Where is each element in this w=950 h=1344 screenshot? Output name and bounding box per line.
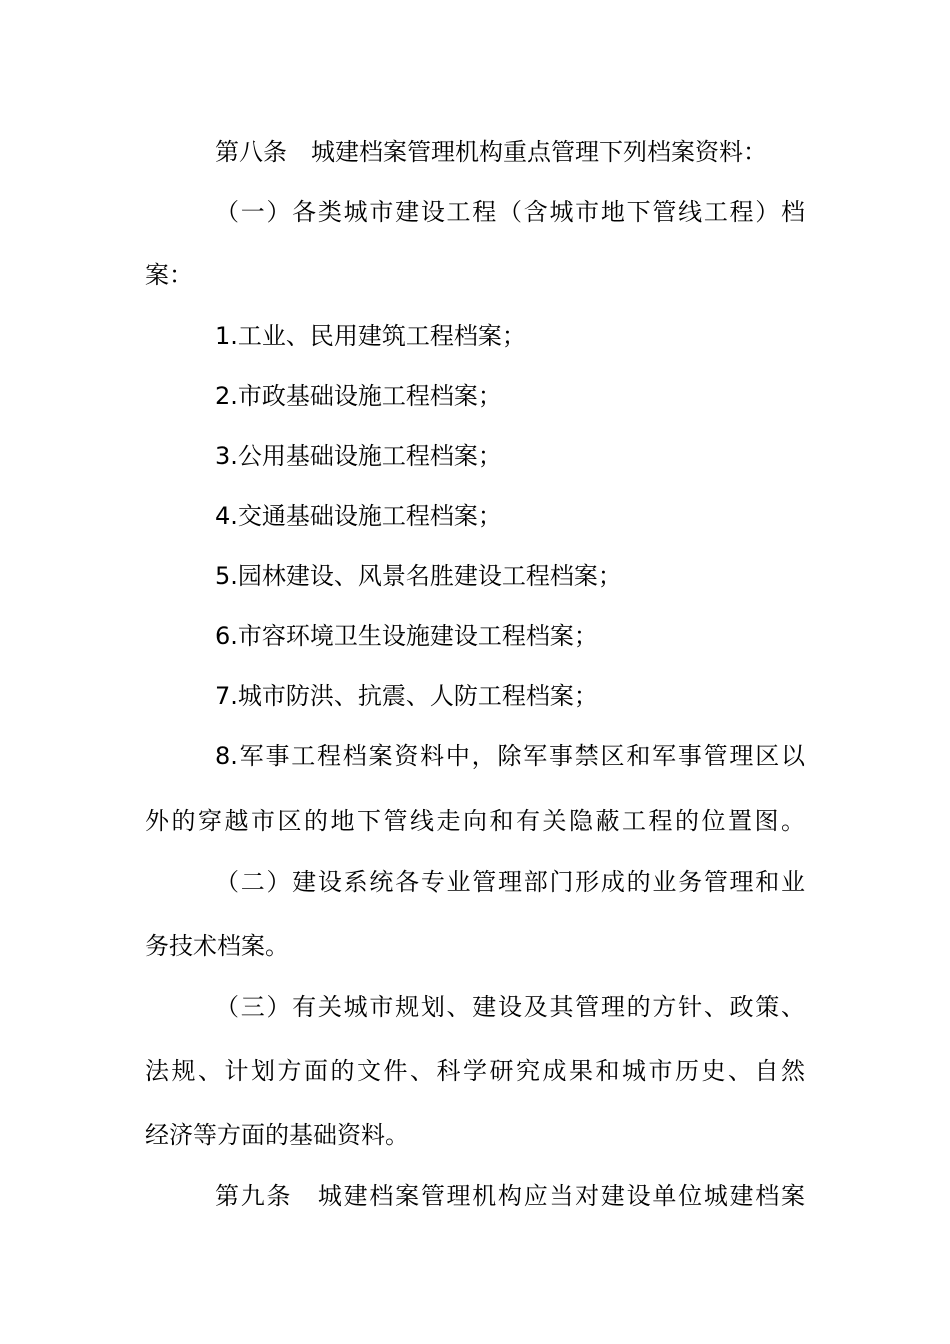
item-3: （三）有关城市规划、建设及其管理的方针、政策、 <box>215 993 805 1021</box>
article-8-heading: 第八条 城建档案管理机构重点管理下列档案资料： <box>215 138 767 166</box>
sub-item-6: 6.市容环境卫生设施建设工程档案； <box>215 622 598 650</box>
item-3-continued-2: 经济等方面的基础资料。 <box>145 1121 409 1149</box>
sub-item-7: 7.城市防洪、抗震、人防工程档案； <box>215 682 598 710</box>
sub-item-8: 8.军事工程档案资料中，除军事禁区和军事管理区以 <box>215 742 805 770</box>
sub-item-8-continued: 外的穿越市区的地下管线走向和有关隐蔽工程的位置图。 <box>145 807 805 835</box>
item-2-continued: 务技术档案。 <box>145 932 289 960</box>
sub-item-4: 4.交通基础设施工程档案； <box>215 502 502 530</box>
sub-item-3: 3.公用基础设施工程档案； <box>215 442 502 470</box>
sub-item-2: 2.市政基础设施工程档案； <box>215 382 502 410</box>
sub-item-1: 1.工业、民用建筑工程档案； <box>215 322 526 350</box>
item-1-intro: （一）各类城市建设工程（含城市地下管线工程）档 <box>215 198 805 226</box>
article-9-heading: 第九条 城建档案管理机构应当对建设单位城建档案 <box>215 1182 805 1210</box>
item-2: （二）建设系统各专业管理部门形成的业务管理和业 <box>215 868 805 896</box>
item-1-intro-continued: 案： <box>145 261 193 289</box>
sub-item-5: 5.园林建设、风景名胜建设工程档案； <box>215 562 622 590</box>
item-3-continued-1: 法规、计划方面的文件、科学研究成果和城市历史、自然 <box>145 1057 805 1085</box>
